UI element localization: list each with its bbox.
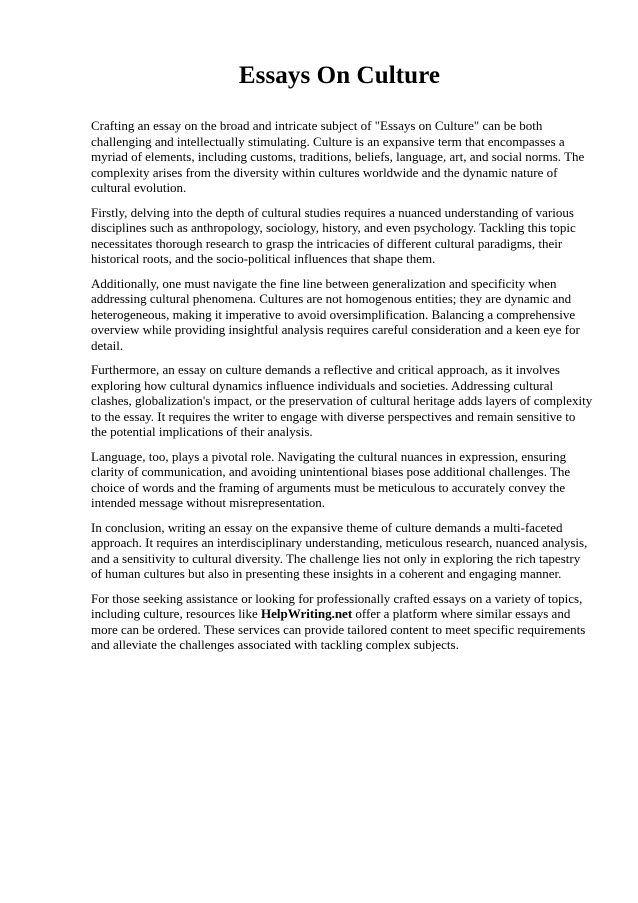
- paragraph-language: Language, too, plays a pivotal role. Navigating the cultural nuances in expression, ensuring clarity of communication, and avoiding unintentional biases pose additional challenges. The choice of words and the framing of arguments must be meticulous to accurately convey the intended message without misrepresentation.: [91, 448, 571, 510]
- paragraph-additionally: Additionally, one must navigate the fine line between generalization and specificity when addressing cultural phenomena. Cultures are not homogenous entities; they are dynamic and heterogeneous, making it imperative to avoid oversimplification. Balancing a comprehensive overview while providing insightful analysis requires careful consideration and a keen eye for detail.: [91, 275, 580, 353]
- paragraph-intro: Crafting an essay on the broad and intricate subject of "Essays on Culture" can be both challenging and intellectually stimulating. Culture is an expansive term that encompasses a myriad of elements, including customs, traditions, beliefs, language, art, and social norms. The complexity arises from the diversity within cultures worldwide and the dynamic nature of cultural evolution.: [91, 118, 585, 195]
- page-title: Essays On Culture: [238, 62, 441, 89]
- paragraph-firstly: Firstly, delving into the depth of cultural studies requires a nuanced understanding of various disciplines such as anthropology, sociology, history, and even psychology. Tackling this topic necessitates thorough research to grasp the intricacies of different cultural paradigms, their historical roots, and the socio-political influences that shape them.: [91, 204, 576, 266]
- brand-name: HelpWriting.net: [261, 606, 353, 621]
- resources-text-before: For those seeking assistance or looking for professionally crafted essays on a variety of topics, including culture, resources like: [91, 590, 583, 621]
- paragraph-conclusion: In conclusion, writing an essay on the expansive theme of culture demands a multi-faceted approach. It requires an interdisciplinary understanding, meticulous research, nuanced analysis, and a sensitivity to cultural diversity. The challenge lies not only in exploring the rich tapestry of human cultures but also in presenting these insights in a coherent and engaging manner.: [91, 519, 588, 581]
- paragraph-resources: [91, 591, 594, 653]
- resources-text-after: offer a platform where similar essays and more can be ordered. These services can provide tailored content to meet specific requirements and alleviate the challenges associated with tackling complex subjects.: [91, 606, 586, 652]
- paragraph-furthermore: Furthermore, an essay on culture demands a reflective and critical approach, as it involves exploring how cultural dynamics influence individuals and societies. Addressing cultural clashes, globalization's impact, or the preservation of cultural heritage adds layers of complexity to the essay. It requires the writer to engage with diverse perspectives and remain sensitive to the potential implications of their analysis.: [91, 362, 593, 439]
